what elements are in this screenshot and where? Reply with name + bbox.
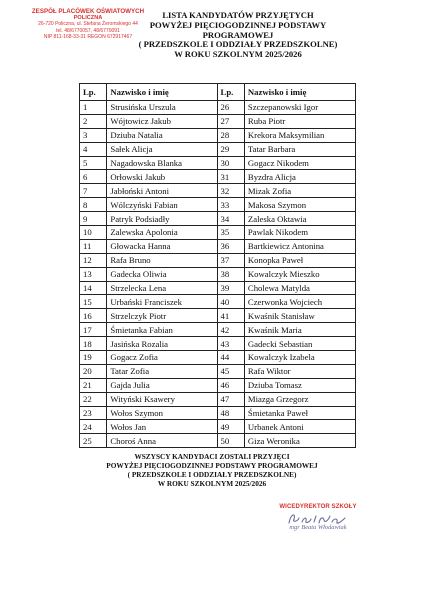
cell-name-right: Rafa Wiktor xyxy=(244,364,355,378)
cell-name-left: Choroś Anna xyxy=(107,434,217,448)
cell-name-right: Byzdra Alicja xyxy=(244,170,355,184)
table-body xyxy=(80,101,356,448)
cell-name-right: Cholewa Matylda xyxy=(244,281,355,295)
header-lp-left: Lp. xyxy=(80,84,107,101)
signature-typed-name: mgr Beata Włodawiak xyxy=(289,524,347,531)
cell-name-right: Śmietanka Paweł xyxy=(244,406,355,420)
cell-lp-right: 33 xyxy=(217,198,244,212)
table-row xyxy=(80,323,356,337)
cell-name-left: Jabłoński Antoni xyxy=(107,184,217,198)
cell-lp-left: 13 xyxy=(80,267,107,281)
cell-name-right: Urbanek Antoni xyxy=(244,420,355,434)
cell-lp-right: 48 xyxy=(217,406,244,420)
cell-name-right: Kowalczyk Mieszko xyxy=(244,267,355,281)
stamp-address: 26-720 Policzna, ul. Stefana Żeromskiego 44 xyxy=(38,21,138,28)
cell-name-left: Rafa Bruno xyxy=(107,253,217,267)
cell-lp-left: 12 xyxy=(80,253,107,267)
table-row xyxy=(80,351,356,365)
cell-name-right: Konopka Paweł xyxy=(244,253,355,267)
table-row xyxy=(80,337,356,351)
cell-name-right: Kwaśnik Stanisław xyxy=(244,309,355,323)
cell-lp-left: 7 xyxy=(80,184,107,198)
cell-lp-right: 32 xyxy=(217,184,244,198)
table-row xyxy=(80,281,356,295)
cell-lp-right: 47 xyxy=(217,392,244,406)
cell-lp-left: 25 xyxy=(80,434,107,448)
stamp-phone: tel. 48/6770057, 48/6770091 xyxy=(56,27,120,34)
title-line-4: W ROKU SZKOLNYM 2025/2026 xyxy=(174,49,302,60)
cell-name-left: Dziuba Natalia xyxy=(107,128,217,142)
document-title xyxy=(120,11,356,60)
cell-lp-left: 14 xyxy=(80,281,107,295)
cell-lp-left: 2 xyxy=(80,114,107,128)
cell-name-right: Krekora Maksymilian xyxy=(244,128,355,142)
cell-lp-right: 29 xyxy=(217,142,244,156)
cell-lp-left: 10 xyxy=(80,226,107,240)
cell-lp-left: 11 xyxy=(80,239,107,253)
cell-name-left: Gajda Julia xyxy=(107,378,217,392)
cell-name-left: Jasińska Rozalia xyxy=(107,337,217,351)
cell-name-right: Gadecki Sebastian xyxy=(244,337,355,351)
signature-role: WICEDYREKTOR SZKOŁY xyxy=(279,504,357,510)
cell-name-right: Szczepanowski Igor xyxy=(244,101,355,115)
cell-lp-left: 15 xyxy=(80,295,107,309)
stamp-ids: NIP 811-168-33-31 REGON 672917467 xyxy=(43,34,133,41)
cell-name-right: Mizak Zofia xyxy=(244,184,355,198)
cell-lp-left: 6 xyxy=(80,170,107,184)
cell-lp-right: 46 xyxy=(217,378,244,392)
footer-line-2: POWYŻEJ PIĘCIOGODZINNEJ PODSTAWY PROGRAMOWEJ xyxy=(106,461,318,470)
cell-name-left: Wołos Jan xyxy=(107,420,217,434)
table-header-row xyxy=(80,84,356,101)
table-row xyxy=(80,184,356,198)
cell-name-left: Tatar Zofia xyxy=(107,364,217,378)
cell-name-left: Wityński Ksawery xyxy=(107,392,217,406)
cell-name-left: Urbański Franciszek xyxy=(107,295,217,309)
cell-name-right: Kwaśnik Maria xyxy=(244,323,355,337)
cell-lp-right: 41 xyxy=(217,309,244,323)
table-row xyxy=(80,212,356,226)
table-row xyxy=(80,198,356,212)
header-name-right: Nazwisko i imię xyxy=(244,84,355,101)
cell-name-left: Strzelecka Lena xyxy=(107,281,217,295)
table-row xyxy=(80,364,356,378)
cell-name-left: Wołos Szymon xyxy=(107,406,217,420)
cell-name-left: Gogacz Zofia xyxy=(107,351,217,365)
cell-lp-right: 49 xyxy=(217,420,244,434)
candidates-table xyxy=(79,83,356,448)
signature-block xyxy=(268,504,368,531)
cell-lp-right: 37 xyxy=(217,253,244,267)
table-row xyxy=(80,420,356,434)
cell-name-right: Ruba Piotr xyxy=(244,114,355,128)
cell-name-left: Sałek Alicja xyxy=(107,142,217,156)
table-row xyxy=(80,267,356,281)
table-row xyxy=(80,156,356,170)
cell-lp-right: 34 xyxy=(217,212,244,226)
cell-lp-left: 19 xyxy=(80,351,107,365)
cell-lp-left: 20 xyxy=(80,364,107,378)
cell-lp-right: 35 xyxy=(217,226,244,240)
footer-line-4: W ROKU SZKOLNYM 2025/2026 xyxy=(157,479,267,488)
cell-name-left: Patryk Podsiadły xyxy=(107,212,217,226)
stamp-name: ZESPÓŁ PLACÓWEK OŚWIATOWYCH xyxy=(31,8,145,15)
table-row xyxy=(80,226,356,240)
cell-lp-right: 40 xyxy=(217,295,244,309)
cell-lp-right: 26 xyxy=(217,101,244,115)
cell-name-left: Strzelczyk Piotr xyxy=(107,309,217,323)
cell-name-left: Strusińska Urszula xyxy=(107,101,217,115)
cell-lp-right: 30 xyxy=(217,156,244,170)
cell-lp-left: 17 xyxy=(80,323,107,337)
cell-lp-right: 39 xyxy=(217,281,244,295)
title-line-3: ( PRZEDSZKOLE I ODDZIAŁY PRZEDSZKOLNE) xyxy=(138,39,338,50)
cell-name-right: Kowalczyk Izabela xyxy=(244,351,355,365)
header-lp-right: Lp. xyxy=(217,84,244,101)
footer-line-3: ( PRZEDSZKOLE I ODDZIAŁY PRZEDSZKOLNE) xyxy=(127,470,297,479)
cell-name-left: Nagadowska Blanka xyxy=(107,156,217,170)
cell-lp-left: 16 xyxy=(80,309,107,323)
cell-lp-left: 21 xyxy=(80,378,107,392)
title-line-1: LISTA KANDYDATÓW PRZYJĘTYCH xyxy=(162,10,314,20)
cell-lp-left: 18 xyxy=(80,337,107,351)
table-row xyxy=(80,434,356,448)
table-row xyxy=(80,378,356,392)
cell-lp-right: 45 xyxy=(217,364,244,378)
cell-name-left: Zalewska Apolonia xyxy=(107,226,217,240)
cell-name-left: Wólczyński Fabian xyxy=(107,198,217,212)
cell-lp-left: 23 xyxy=(80,406,107,420)
table-row xyxy=(80,142,356,156)
cell-name-left: Orłowski Jakub xyxy=(107,170,217,184)
title-line-2: POWYŻEJ PIĘCIOGODZINNEJ PODSTAWY PROGRAMOWEJ xyxy=(149,19,327,40)
table-row xyxy=(80,101,356,115)
cell-lp-right: 50 xyxy=(217,434,244,448)
cell-name-left: Śmietanka Fabian xyxy=(107,323,217,337)
table-row xyxy=(80,170,356,184)
table-row xyxy=(80,253,356,267)
cell-lp-right: 36 xyxy=(217,239,244,253)
table-row xyxy=(80,128,356,142)
cell-lp-left: 4 xyxy=(80,142,107,156)
cell-name-right: Bartkiewicz Antonina xyxy=(244,239,355,253)
cell-lp-right: 42 xyxy=(217,323,244,337)
cell-lp-right: 38 xyxy=(217,267,244,281)
table-row xyxy=(80,114,356,128)
cell-name-right: Dziuba Tomasz xyxy=(244,378,355,392)
cell-lp-right: 28 xyxy=(217,128,244,142)
cell-lp-right: 44 xyxy=(217,351,244,365)
cell-lp-right: 43 xyxy=(217,337,244,351)
cell-name-right: Miazga Grzegorz xyxy=(244,392,355,406)
cell-name-right: Zaleska Oktawia xyxy=(244,212,355,226)
cell-lp-right: 31 xyxy=(217,170,244,184)
table-row xyxy=(80,239,356,253)
cell-name-right: Tatar Barbara xyxy=(244,142,355,156)
cell-lp-left: 22 xyxy=(80,392,107,406)
table-row xyxy=(80,392,356,406)
cell-name-right: Gogacz Nikodem xyxy=(244,156,355,170)
cell-lp-left: 8 xyxy=(80,198,107,212)
cell-name-right: Giza Weronika xyxy=(244,434,355,448)
cell-name-left: Wójtowicz Jakub xyxy=(107,114,217,128)
table-row xyxy=(80,309,356,323)
cell-name-left: Głowacka Hanna xyxy=(107,239,217,253)
header-name-left: Nazwisko i imię xyxy=(107,84,217,101)
stamp-city: POLICZNA xyxy=(73,15,103,21)
table-row xyxy=(80,295,356,309)
footer-line-1: WSZYSCY KANDYDACI ZOSTALI PRZYJĘCI xyxy=(134,452,290,461)
cell-name-right: Czerwonka Wojciech xyxy=(244,295,355,309)
cell-lp-left: 9 xyxy=(80,212,107,226)
cell-name-right: Makosa Szymon xyxy=(244,198,355,212)
cell-lp-left: 24 xyxy=(80,420,107,434)
cell-name-right: Pawlak Nikodem xyxy=(244,226,355,240)
footer-note xyxy=(92,452,332,488)
cell-name-left: Gadecka Oliwia xyxy=(107,267,217,281)
table-row xyxy=(80,406,356,420)
cell-lp-left: 5 xyxy=(80,156,107,170)
cell-lp-left: 3 xyxy=(80,128,107,142)
cell-lp-right: 27 xyxy=(217,114,244,128)
cell-lp-left: 1 xyxy=(80,101,107,115)
